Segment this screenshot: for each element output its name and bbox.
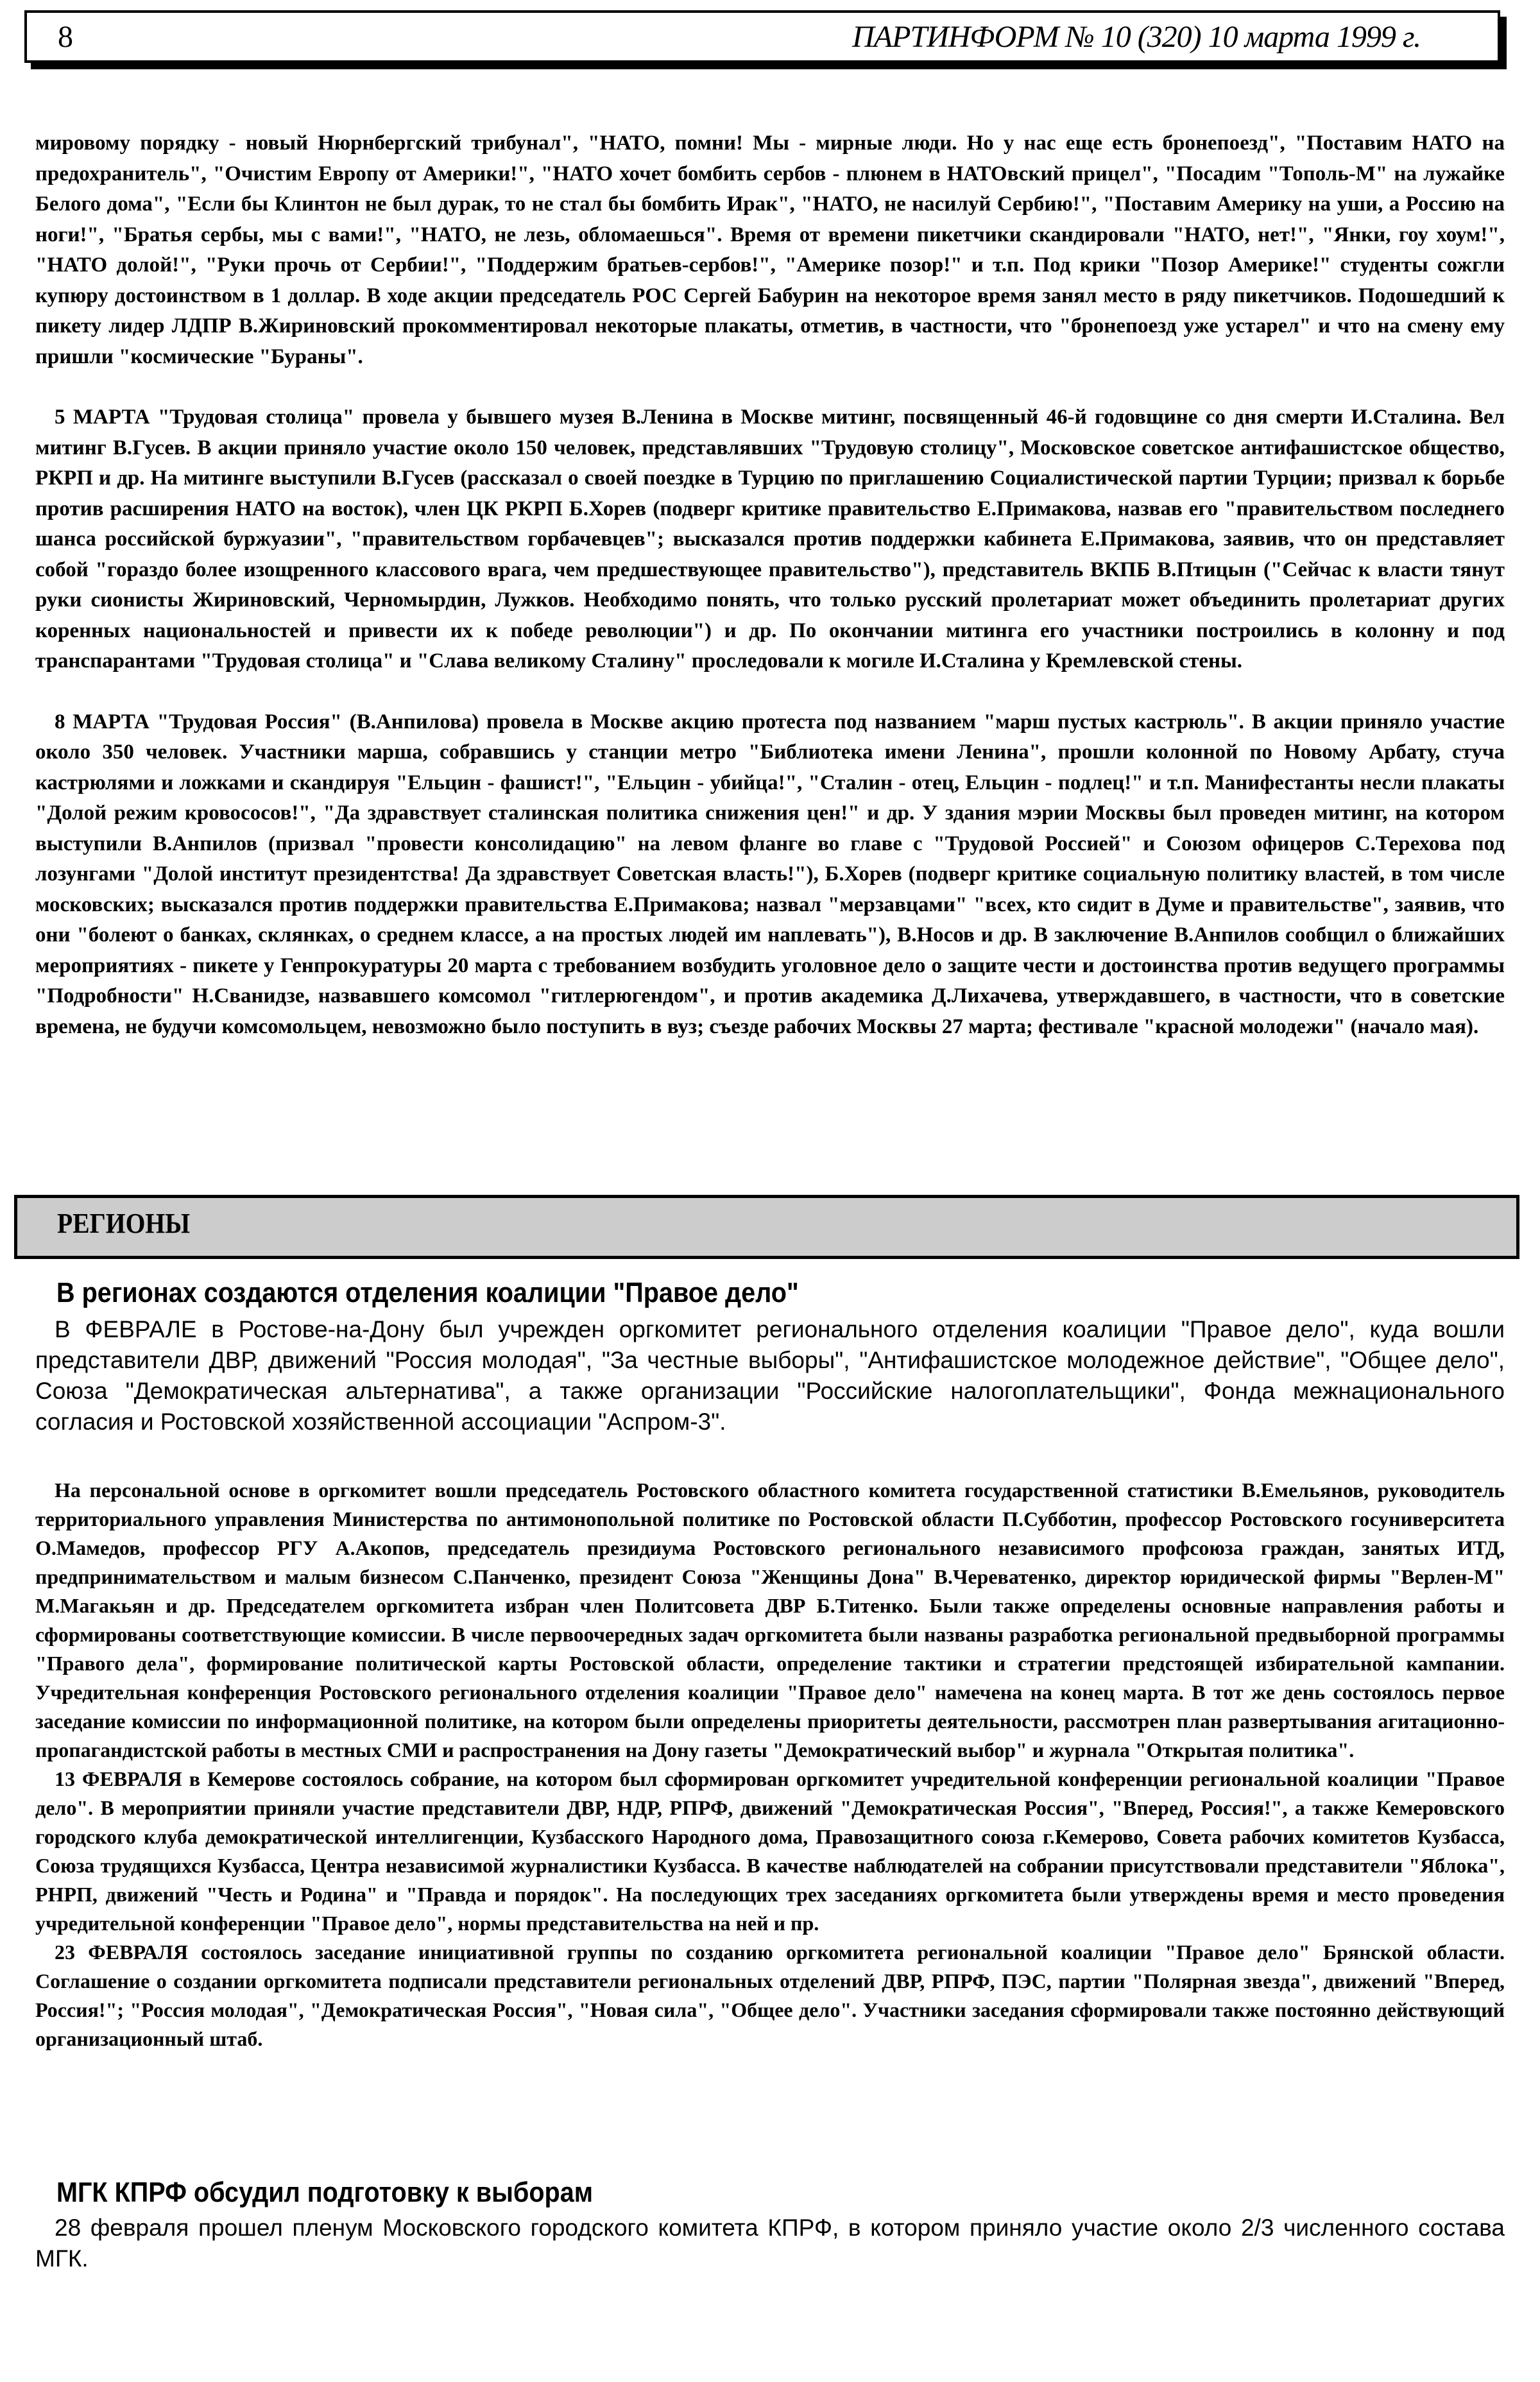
page-number: 8 — [58, 20, 73, 54]
article-lead — [35, 1314, 1505, 1437]
article-paragraph: 23 ФЕВРАЛЯ состоялось заседание инициативной группы по созданию оргкомитета региональной коалиции "Правое дело" Брянской области. Соглашение о создании оргкомитета подписали представители региональных отделений ДВР, РПРФ, ПЭС, партии "Полярная звезда", движений "Вперед, Россия!"; "Россия молодая", "Демократическая Россия", "Новая сила", "Общее дело". Участники заседания сформировали также постоянно действующий организационный штаб. — [35, 1941, 1505, 2050]
chronicle-block — [35, 128, 1505, 1042]
section-header — [14, 1195, 1519, 1259]
publication-title: ПАРТИНФОРМ № 10 (320) 10 марта 1999 г. — [852, 20, 1421, 54]
article-lead-text: В ФЕВРАЛЕ в Ростове-на-Дону был учрежден оргкомитет регионального отделения коалиции "Правое дело", куда вошли представители ДВР, движений "Россия молодая", "За честные выборы", "Антифашистское молодежное действие", "Общее дело", Союза "Демократическая альтернатива", а также организации "Российские налогоплательщики", Фонда межнационального согласия и Ростовской хозяйственной ассоциации "Аспром-3". — [35, 1316, 1505, 1435]
article-body — [35, 1476, 1505, 2053]
article-paragraph: 13 ФЕВРАЛЯ в Кемерове состоялось собрание, на котором был сформирован оргкомитет учредительной конференции региональной коалиции "Правое дело". В мероприятии приняли участие представители ДВР, НДР, РПРФ, движений "Демократическая Россия", "Вперед, Россия!", а также Кемеровского городского клуба демократической интеллигенции, Кузбасского Народного дома, Правозащитного союза г.Кемерово, Совета рабочих комитетов Кузбасса, Союза трудящихся Кузбасса, Центра независимой журналистики Кузбасса. В качестве наблюдателей на собрании присутствовали представители "Яблока", РНРП, движений "Честь и Родина" и "Правда и порядок". На последующих трех заседаниях оргкомитета были утверждены время и место проведения учредительной конференции "Правое дело", нормы представительства на ней и пр. — [35, 1767, 1505, 1935]
article-paragraph: На персональной основе в оргкомитет вошли председатель Ростовского областного комитета государственной статистики В.Емельянов, руководитель территориального управления Министерства по антимонопольной политике по Ростовской области П.Субботин, профессор Ростовского госуниверситета О.Мамедов, профессор РГУ А.Акопов, председатель президиума Ростовского регионального независимого профсоюза граждан, занятых ИТД, предпринимательством и малым бизнесом С.Панченко, президент Союза "Женщины Дона" В.Череватенко, директор юридической фирмы "Верлен-М" М.Магакьян и др. Председателем оргкомитета избран член Политсовета ДВР Б.Титенко. Были также определены основные направления работы и сформированы соответствующие комиссии. В числе первоочередных задач оргкомитета были названы разработка региональной предвыборной программы "Правого дела", формирование политической карты Ростовской области, определение тактики и стратегии предстоящей избирательной кампании. Учредительная конференция Ростовского регионального отделения коалиции "Правое дело" намечена на конец марта. В тот же день состоялось первое заседание комиссии по информационной политике, на котором были определены приоритеты деятельности, рассмотрен план развертывания агитационно-пропагандистской работы в местных СМИ и распространения на Дону газеты "Демократический выбор" и журнала "Открытая политика". — [35, 1478, 1505, 1761]
article-title: В регионах создаются отделения коалиции "Правое дело" — [56, 1277, 799, 1308]
chronicle-paragraph: мировому порядку - новый Нюрнбергский трибунал", "НАТО, помни! Мы - мирные люди. Но у нас еще есть бронепоезд", "Поставим НАТО на предохранитель", "Очистим Европу от Америки!", "НАТО хочет бомбить сербов - плюнем в НАТОвский прицел", "Посадим "Тополь-М" на лужайке Белого дома", "Если бы Клинтон не был дурак, то не стал бы бомбить Ирак", "НАТО, не насилуй Сербию!", "Поставим Америку на уши, а Россию на ноги!", "Братья сербы, мы с вами!", "НАТО, не лезь, обломаешься". Время от времени пикетчики скандировали "НАТО, нет!", "Янки, гоу хоум!", "НАТО долой!", "Руки прочь от Сербии!", "Поддержим братьев-сербов!", "Америке позор!" и т.п. Под крики "Позор Америке!" студенты сожгли купюру достоинством в 1 доллар. В ходе акции председатель РОС Сергей Бабурин на некоторое время занял место в ряду пикетчиков. Подошедший к пикету лидер ЛДПР В.Жириновский прокомментировал некоторые плакаты, отметив, в частности, что "бронепоезд уже устарел" и что на смену ему пришли "космические "Бураны". — [35, 132, 1505, 368]
article-lead-text: 28 февраля прошел пленум Московского городского комитета КПРФ, в котором приняло участие около 2/3 численного состава МГК. — [35, 2215, 1505, 2272]
chronicle-paragraph: 8 МАРТА "Трудовая Россия" (В.Анпилова) провела в Москве акцию протеста под названием "марш пустых кастрюль". В акции приняло участие около 350 человек. Участники марша, собравшись у станции метро "Библиотека имени Ленина", прошли колонной по Новому Арбату, стуча кастрюлями и ложками и скандируя "Ельцин - фашист!", "Ельцин - убийца!", "Сталин - отец, Ельцин - подлец!" и т.п. Манифестанты несли плакаты "Долой режим кровососов!", "Да здравствует сталинская политика снижения цен!" и др. У здания мэрии Москвы был проведен митинг, на котором выступили В.Анпилов (призвал "провести консолидацию" на левом фланге во главе с "Трудовой Россией" и Союзом офицеров С.Терехова под лозунгами "Долой институт президентства! Да здравствует Советская власть!"), Б.Хорев (подверг критике социальную политику властей, в том числе московских; высказался против поддержки правительства Е.Примакова; назвал "мерзавцами" "всех, кто сидит в Думе и правительстве", заявив, что они "болеют о банках, склянках, о среднем классе, а на простых людей им наплевать"), В.Носов и др. В заключение В.Анпилов сообщил о ближайших мероприятиях - пикете у Генпрокуратуры 20 марта с требованием возбудить уголовное дело о защите чести и достоинства против ведущего программы "Подробности" Н.Сванидзе, назвавшего комсомол "гитлерюгендом", и против академика Д.Лихачева, утверждавшего, в частности, что в советские времена, не будучи комсомольцем, невозможно было поступить в вуз; съезде рабочих Москвы 27 марта; фестивале "красной молодежи" (начало мая). — [35, 710, 1505, 1038]
article-lead — [35, 2213, 1505, 2274]
section-title: РЕГИОНЫ — [57, 1208, 191, 1239]
chronicle-paragraph: 5 МАРТА "Трудовая столица" провела у бывшего музея В.Ленина в Москве митинг, посвященный 46-й годовщине со дня смерти И.Сталина. Вел митинг В.Гусев. В акции приняло участие около 150 человек, представлявших "Трудовую столицу", Московское советское антифашистское общество, РКРП и др. На митинге выступили В.Гусев (рассказал о своей поездке в Турцию по приглашению Социалистической партии Турции; призвал к борьбе против расширения НАТО на восток), член ЦК РКРП Б.Хорев (подверг критике правительство Е.Примакова, назвав его "правительством последнего шанса российской буржуазии", "правительством горбачевцев"; высказался против поддержки кабинета Е.Примакова, заявив, что он представляет собой "гораздо более изощренного классового врага, чем предшествующее правительство"), представитель ВКПБ В.Птицын ("Сейчас к власти тянут руки сионисты Жириновский, Черномырдин, Лужков. Необходимо понять, что только русский пролетариат может объединить пролетариат других коренных национальностей и привести их к победе революции") и др. По окончании митинга его участники построились в колонну и под транспарантами "Трудовая столица" и "Слава великому Сталину" проследовали к могиле И.Сталина у Кремлевской стены. — [35, 406, 1505, 673]
article-title: МГК КПРФ обсудил подготовку к выборам — [56, 2177, 594, 2208]
page-header — [24, 10, 1500, 63]
